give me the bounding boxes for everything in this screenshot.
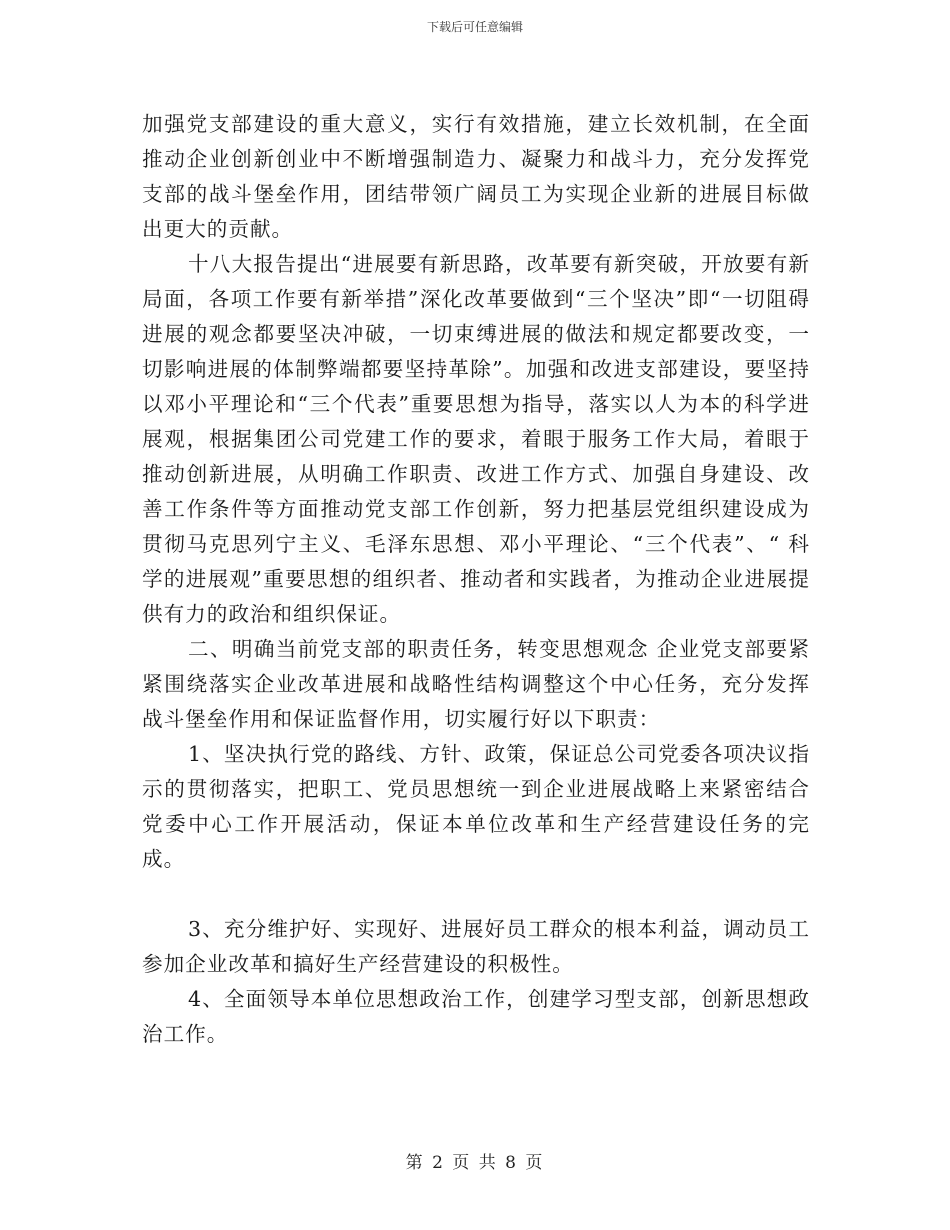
paragraph-report: 十八大报告提出“进展要有新思路，改革要有新突破，开放要有新局面，各项工作要有新举措”深化改革要做到“三个坚决”即“一切阻碍进展的观念都要坚决冲破，一切束缚进展的做法和规定都要改变，一切影响进展的体制弊端都要坚持革除”。加强和改进支部建设，要坚持以邓小平理论和“三个代表”重要思想为指导，落实以人为本的科学进展观，根据集团公司党建工作的要求，着眼于服务工作大局，着眼于推动创新进展，从明确工作职责、改进工作方式、加强自身建设、改善工作条件等方面推动党支部工作创新，努力把基层党组织建设成为贯彻马克思列宁主义、毛泽东思想、邓小平理论、“三个代表”、“ 科学的进展观”重要思想的组织者、推动者和实践者，为推动企业进展提供有力的政治和组织保证。 — [142, 252, 810, 626]
document-body — [142, 107, 810, 1052]
page-number: 第 2 页 共 8 页 — [405, 1153, 545, 1173]
paragraph-continuation: 加强党支部建设的重大意义，实行有效措施，建立长效机制，在全面推动企业创新创业中不断增强制造力、凝聚力和战斗力，充分发挥党支部的战斗堡垒作用，团结带领广阔员工为实现企业新的进展目标做出更大的贡献。 — [142, 112, 810, 241]
paragraph-item-3: 3、充分维护好、实现好、进展好员工群众的根本利益，调动员工参加企业改革和搞好生产经营建设的积极性。 — [142, 917, 810, 976]
paragraph-item-4: 4、全面领导本单位思想政治工作，创建学习型支部，创新思想政治工作。 — [142, 987, 810, 1046]
paragraph-section-two: 二、明确当前党支部的职责任务，转变思想观念 企业党支部要紧紧围绕落实企业改革进展和战略性结构调整这个中心任务，充分发挥战斗堡垒作用和保证监督作用，切实履行好以下职责： — [142, 637, 810, 731]
page-header-note: 下载后可任意编辑 — [426, 20, 523, 34]
paragraph-item-1: 1、坚决执行党的路线、方针、政策，保证总公司党委各项决议指示的贯彻落实，把职工、党员思想统一到企业进展战略上来紧密结合党委中心工作开展活动，保证本单位改革和生产经营建设任务的完成。 — [142, 742, 810, 871]
